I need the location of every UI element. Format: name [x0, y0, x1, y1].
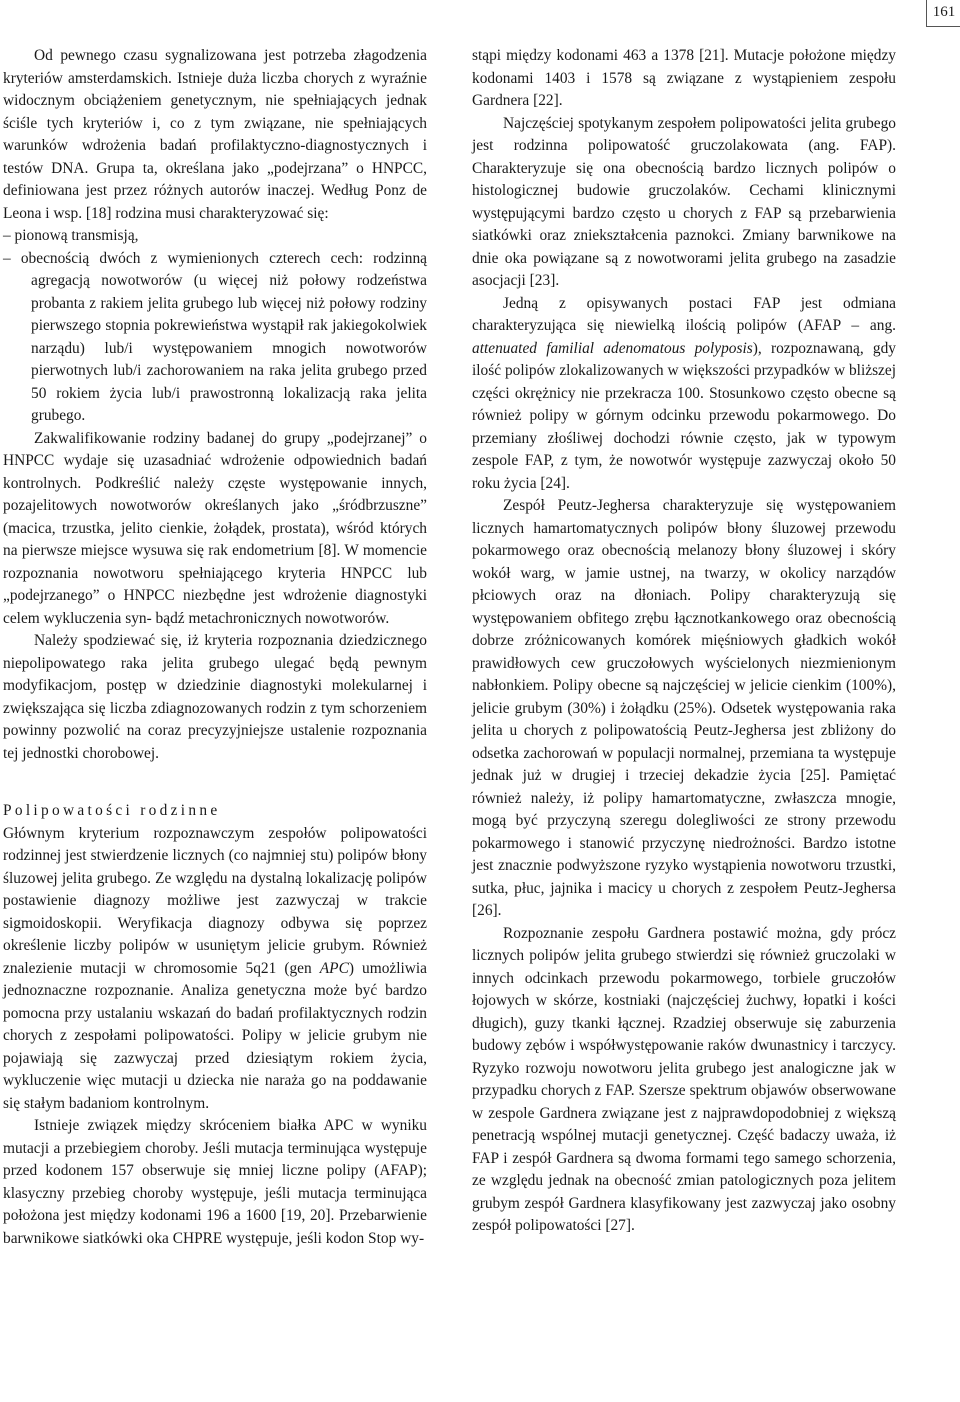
left-column [3, 45, 427, 1250]
list-item-dash: – obecnością dwóch z wymienionych czterech cech: rodzinną agregacją nowotworów (u więcej niż połowy rodzeństwa probanta z rakiem jelita grubego lub więcej niż połowy rodziny pierwszego stopnia pokrewieństwa wystąpił rak jakiegokolwiek narządu) lub/i występowaniem mnogich nowotworów pierwotnych lub/i zachorowaniem na raka jelita grubego przed 50 rokiem życia lub/i prawostronną lokalizacją raka jelita grubego. [3, 249, 427, 424]
section-heading: Polipowatości rodzinne [3, 802, 221, 819]
paragraph: Najczęściej spotykanym zespołem polipowatości jelita grubego jest rodzinna polipowatość gruczolakowata (ang. FAP). Charakteryzuje się ona obecnością bardzo licznych polipów o histologicznej budowie gruczolaków. Cechami klinicznymi występującymi bardzo często u chorych z FAP są przebarwienia siatkówki oraz zniekształcenia paznokci. Zmiany barwnikowe na dnie oka powiązane są z nowotworami jelita grubego na zasadzie asocjacji [23]. [472, 114, 896, 289]
italic-term: attenuated familial adenomatous polyposis [472, 339, 753, 357]
paragraph: Zakwalifikowanie rodziny badanej do grupy „podejrzanej” o HNPCC wydaje się uzasadniać wdrożenie odpowiednich badań kontrolnych. Podkreślić należy częste występowanie innych, pozajelitowych nowotworów określanych jako „śródbrzuszne” (macica, trzustka, jelito cienkie, żołądek, prostata), wśród których na pierwsze miejsce wysuwa się rak endometrium [8]. W momencie rozpoznania nowotworu spełniającego kryteria HNPCC lub „podejrzanego” o HNPCC niezbędne jest wdrożenie diagnostyki celem wykluczenia syn- bądź metachronicznych nowotworów. [3, 429, 427, 627]
paragraph: Rozpoznanie zespołu Gardnera postawić można, gdy prócz licznych polipów jelita grubego stwierdzi się również gruczolaki w innych odcinkach przewodu pokarmowego, torbiele gruczołów łojowych w skórze, kostniaki (najczęściej żuchwy, łopatki i kości długich), guzy tkanki łącznej. Rzadziej obserwuje się zaburzenia budowy zębów i współwystępowanie raków dwunastnicy i tarczycy. Ryzyko rozwoju nowotworu jelita grubego jest analogiczne jak w przypadku chorych z FAP. Szersze spektrum objawów obserwowane w zespole Gardnera związane jest z najprawdopodobniej z większą penetracją wspólnej mutacji genetycznej. Część badaczy uważa, iż FAP i zespół Gardnera są dwoma formami tego samego schorzenia, ze względu jednak na obecność zmian patologicznych poza jelitem grubym zespół Gardnera klasyfikowany jest zazwyczaj jako osobny zespół polipowatości [27]. [472, 924, 896, 1234]
paragraph: Od pewnego czasu sygnalizowana jest potrzeba złagodzenia kryteriów amsterdamskich. Istnieje duża liczba chorych z wyraźnie widocznym obciążeniem genetycznym, nie spełniających jednak ściśle tych kryteriów i, co z tym związane, nie spełniających warunków wdrożenia badań profilaktyczno-diagnostycznych i testów DNA. Grupa ta, określana jako „podejrzana” o HNPCC, definiowana jest przez różnych autorów inaczej. Według Ponz de Leona i wsp. [18] rodzina musi charakteryzować się: [3, 47, 427, 222]
page-number: 161 [926, 0, 960, 27]
paragraph: Zespół Peutz-Jeghersa charakteryzuje się występowaniem licznych hamartomatycznych polipów błony śluzowej przewodu pokarmowego oraz obecnością melanozy błony śluzowej i skóry wokół warg, w jamie ustnej, na twarzy, w okolicy narządów płciowych oraz na dłoniach. Polipy charakteryzują się występowaniem obfitego zrębu łącznotkankowego oraz obecnością dobrze zróżnicowanych komórek mięśniowych gładkich wokół prawidłowych cew gruczołowych wyścielonych niezmienionym nabłonkiem. Polipy obecne są najczęściej w jelicie cienkim (100%), jelicie grubym (30%) i żołądku (25%). Odsetek występowania raka jelita u chorych z polipowatością Peutz-Jeghersa jest zbliżony do odsetka zachorowań w populacji normalnej, przemiana ta występuje jednak już w drugiej i trzeciej dekadzie życia [25]. Pamiętać również należy, iż polipy hamartomatyczne, zwłaszcza mnogie, mogą być przyczyną szeregu dolegliwości ze strony przewodu pokarmowego i stanowić przyczynę niedrożności. Bardzo istotne jest znacznie podwyższone ryzyko wystąpienia nowotworu trzustki, sutka, płuc, jajnika i macicy u chorych z zespołem Peutz-Jeghersa [26]. [472, 497, 896, 919]
text-span: ) umożliwia jednoznaczne rozpoznanie. Analiza genetyczna może być bardzo pomocna przy ustalaniu wskazań do badań profilaktycznych rodzin chorych z zespołami polipowatości. Polipy w jelicie grubym nie pojawiają się zazwyczaj przed dziesiątym rokiem życia, wykluczenie więc mutacji u dziecka nie naraża go na poddawanie się stałym badaniom kontrolnym. [3, 959, 427, 1112]
list-item-dash: – pionową transmisją, [3, 227, 139, 244]
text-span: ), rozpoznawaną, gdy ilość polipów zlokalizowanych w większości przypadków w bliższej części okrężnicy nie przekracza 100. Stosunkowo często obecne są również polipy w górnym odcinku przewodu pokarmowego. Do przemiany złośliwej dochodzi równie często, jak w typowym zespole FAP, z tym, że nowotwór występuje zazwyczaj około 50 roku życia [24]. [472, 339, 896, 492]
spacer [3, 765, 427, 783]
right-column [472, 45, 896, 1238]
paragraph: Należy spodziewać się, iż kryteria rozpoznania dziedzicznego niepolipowatego raka jelita grubego ulegać będą pewnym modyfikacjom, postęp w dziedzinie diagnostyki molekularnej i zwiększająca się liczba zdiagnozowanych rodzin z tym schorzeniem powinny pozwolić na coraz precyzyjniejsze ustalenie rozpoznania tej jednostki chorobowej. [3, 632, 427, 762]
paragraph [3, 823, 427, 1116]
paragraph [472, 293, 896, 496]
paragraph: stąpi między kodonami 463 a 1378 [21]. Mutacje położone między kodonami 1403 i 1578 są związane z wystąpieniem zespołu Gardnera [22]. [472, 47, 896, 109]
text-span: Jedną z opisywanych postaci FAP jest odmiana charakteryzująca się niewielką ilością polipów (AFAP – ang. [472, 294, 896, 334]
paragraph: Istnieje związek między skróceniem białka APC w wyniku mutacji a przebiegiem choroby. Jeśli mutacja terminująca występuje przed kodonem 157 obserwuje się mniej liczne polipy (AFAP); klasyczny przebieg choroby występuje, jeśli mutacja terminująca położona jest między kodonami 196 a 1600 [19, 20]. Przebarwienie barwnikowe siatkówki oka CHPRE występuje, jeśli kodon Stop wy- [3, 1117, 427, 1247]
text-span: Głównym kryterium rozpoznawczym zespołów polipowatości rodzinnej jest stwierdzenie licznych (co najmniej stu) polipów błony śluzowej jelita grubego. Ze względu na dystalną lokalizację polipów postawienie diagnozy możliwe jest zazwyczaj w trakcie sigmoidoskopii. Weryfikacja diagnozy odbywa się poprzez określenie liczby polipów w usuniętym jelicie grubym. Również znalezienie mutacji w chromosomie 5q21 (gen [3, 824, 427, 977]
gene-name: APC [319, 959, 349, 977]
